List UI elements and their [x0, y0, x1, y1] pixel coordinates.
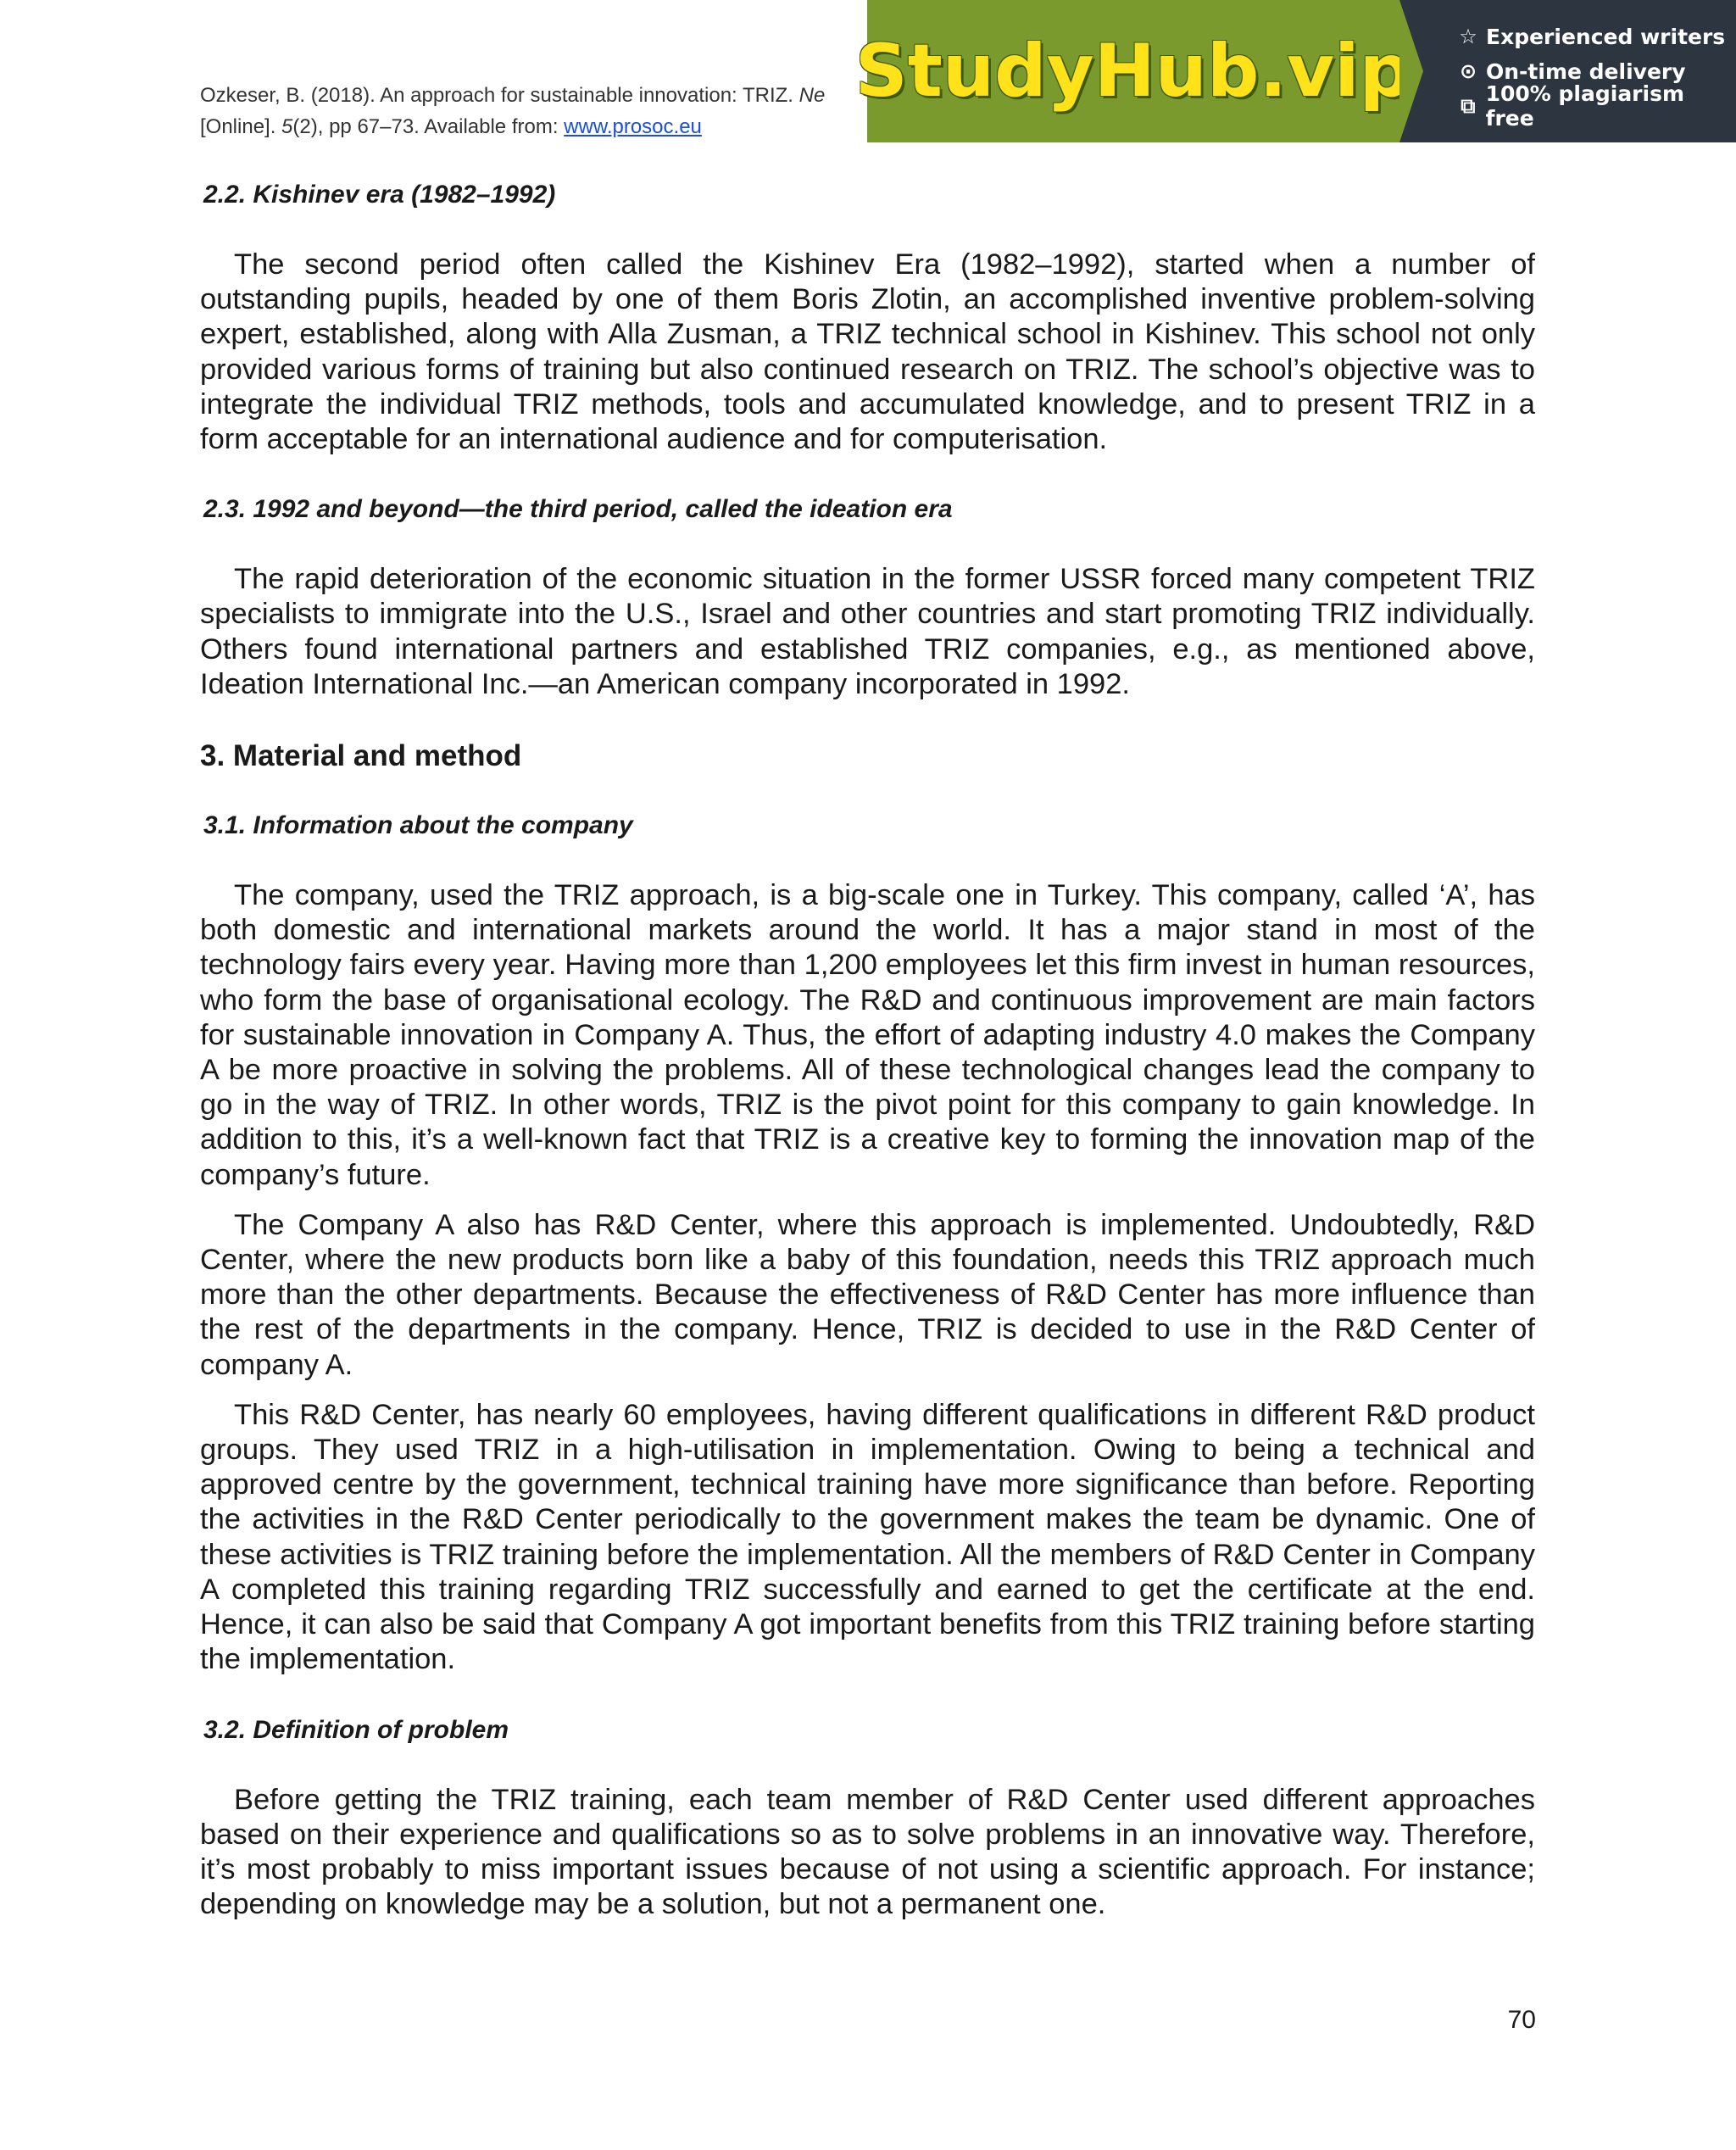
- citation-volume: 5: [281, 115, 293, 138]
- main-content: [200, 178, 1535, 1922]
- star-icon: ☆: [1459, 25, 1477, 48]
- citation-header: [200, 80, 870, 142]
- paragraph: The second period often called the Kishinev Era (1982–1992), started when a number of outstanding pupils, headed by one of them Boris Zlotin, an accomplished inventive problem-solving expert, established, along with Alla Zusman, a TRIZ technical school in Kishinev. This school not only provided various forms of training but also continued research on TRIZ. The school’s objective was to integrate the individual TRIZ methods, tools and accumulated knowledge, and to present TRIZ in a form acceptable for an international audience and for computerisation.: [200, 248, 1535, 456]
- banner-logo[interactable]: [854, 0, 1412, 142]
- paragraph: The company, used the TRIZ approach, is a big-scale one in Turkey. This company, called ‘A’, has both domestic and international markets around the world. It has a major stand in most of the technology fairs every year. Having more than 1,200 employees let this firm invest in human resources, who form the base of organisational ecology. The R&D and continuous improvement are main factors for sustainable innovation in Company A. Thus, the effort of adapting industry 4.0 makes the Company A be more proactive in solving the problems. All of these technological changes lead the company to go in the way of TRIZ. In other words, TRIZ is the pivot point for this company to gain knowledge. In addition to this, it’s a well-known fact that TRIZ is a creative key to forming the innovation map of the company’s future.: [200, 879, 1535, 1191]
- section-heading-3-1: 3.1. Information about the company: [203, 811, 633, 840]
- clock-icon: ⊙: [1459, 59, 1477, 83]
- banner-feature-label: Experienced writers: [1486, 24, 1726, 49]
- citation-pages: (2), pp 67–73. Available from:: [292, 115, 565, 138]
- section-heading-3-2: 3.2. Definition of problem: [203, 1715, 509, 1744]
- section-heading-2-2: 2.2. Kishinev era (1982–1992): [203, 181, 556, 209]
- citation-journal-fragment: Ne: [798, 84, 826, 107]
- citation-line-1: [200, 80, 870, 111]
- paragraph: The Company A also has R&D Center, where this approach is implemented. Undoubtedly, R&D Center, where the new products born like a baby of this foundation, needs this TRIZ approach much more than the other departments. Because the effectiveness of R&D Center has more influence than the rest of the departments in the company. Hence, TRIZ is decided to use in the R&D Center of company A.: [200, 1208, 1535, 1381]
- page-number: 70: [1507, 2006, 1536, 2034]
- citation-line-2: [200, 111, 870, 142]
- banner-feature-writers: [1457, 19, 1736, 54]
- banner-feature-label: 100% plagiarism free: [1485, 81, 1685, 131]
- banner-arrow: [1399, 0, 1423, 142]
- paragraph: This R&D Center, has nearly 60 employees, having different qualifications in different R&D product groups. They used TRIZ in a high-utilisation in implementation. Owing to being a technical and approved centre by the government, technical training have more significance than before. Reporting the activities in the R&D Center periodically to the government makes the team be dynamic. One of these activities is TRIZ training before the implementation. All the members of R&D Center in Company A completed this training regarding TRIZ successfully and earned to get the certificate at the end. Hence, it can also be said that Company A got important benefits from this TRIZ training before starting the implementation.: [200, 1398, 1535, 1676]
- citation-text: Ozkeser, B. (2018). An approach for sustainable innovation: TRIZ.: [200, 84, 799, 107]
- banner-feature-label: On-time delivery: [1486, 58, 1686, 84]
- citation-link[interactable]: www.prosoc.eu: [564, 115, 702, 138]
- section-heading-3: 3. Material and method: [200, 739, 522, 773]
- copy-icon: ⧉: [1461, 94, 1476, 118]
- banner-feature-plagiarism: [1457, 81, 1736, 131]
- banner-logo-text: StudyHub.vip: [854, 29, 1412, 114]
- section-heading-2-3: 2.3. 1992 and beyond—the third period, called the ideation era: [203, 495, 953, 524]
- paragraph: The rapid deterioration of the economic situation in the former USSR forced many competent TRIZ specialists to immigrate into the U.S., Israel and other countries and start promoting TRIZ individually. Others found international partners and established TRIZ companies, e.g., as mentioned above, Ideation International Inc.—an American company incorporated in 1992.: [200, 563, 1535, 700]
- paragraph: Before getting the TRIZ training, each team member of R&D Center used different approaches based on their experience and qualifications so as to solve problems in an innovative way. Therefore, it’s most probably to miss important issues because of not using a scientific approach. For instance; depending on knowledge may be a solution, but not a permanent one.: [200, 1783, 1535, 1921]
- ad-banner[interactable]: [854, 0, 1736, 142]
- banner-features: [1399, 0, 1736, 142]
- citation-online: [Online].: [200, 115, 282, 138]
